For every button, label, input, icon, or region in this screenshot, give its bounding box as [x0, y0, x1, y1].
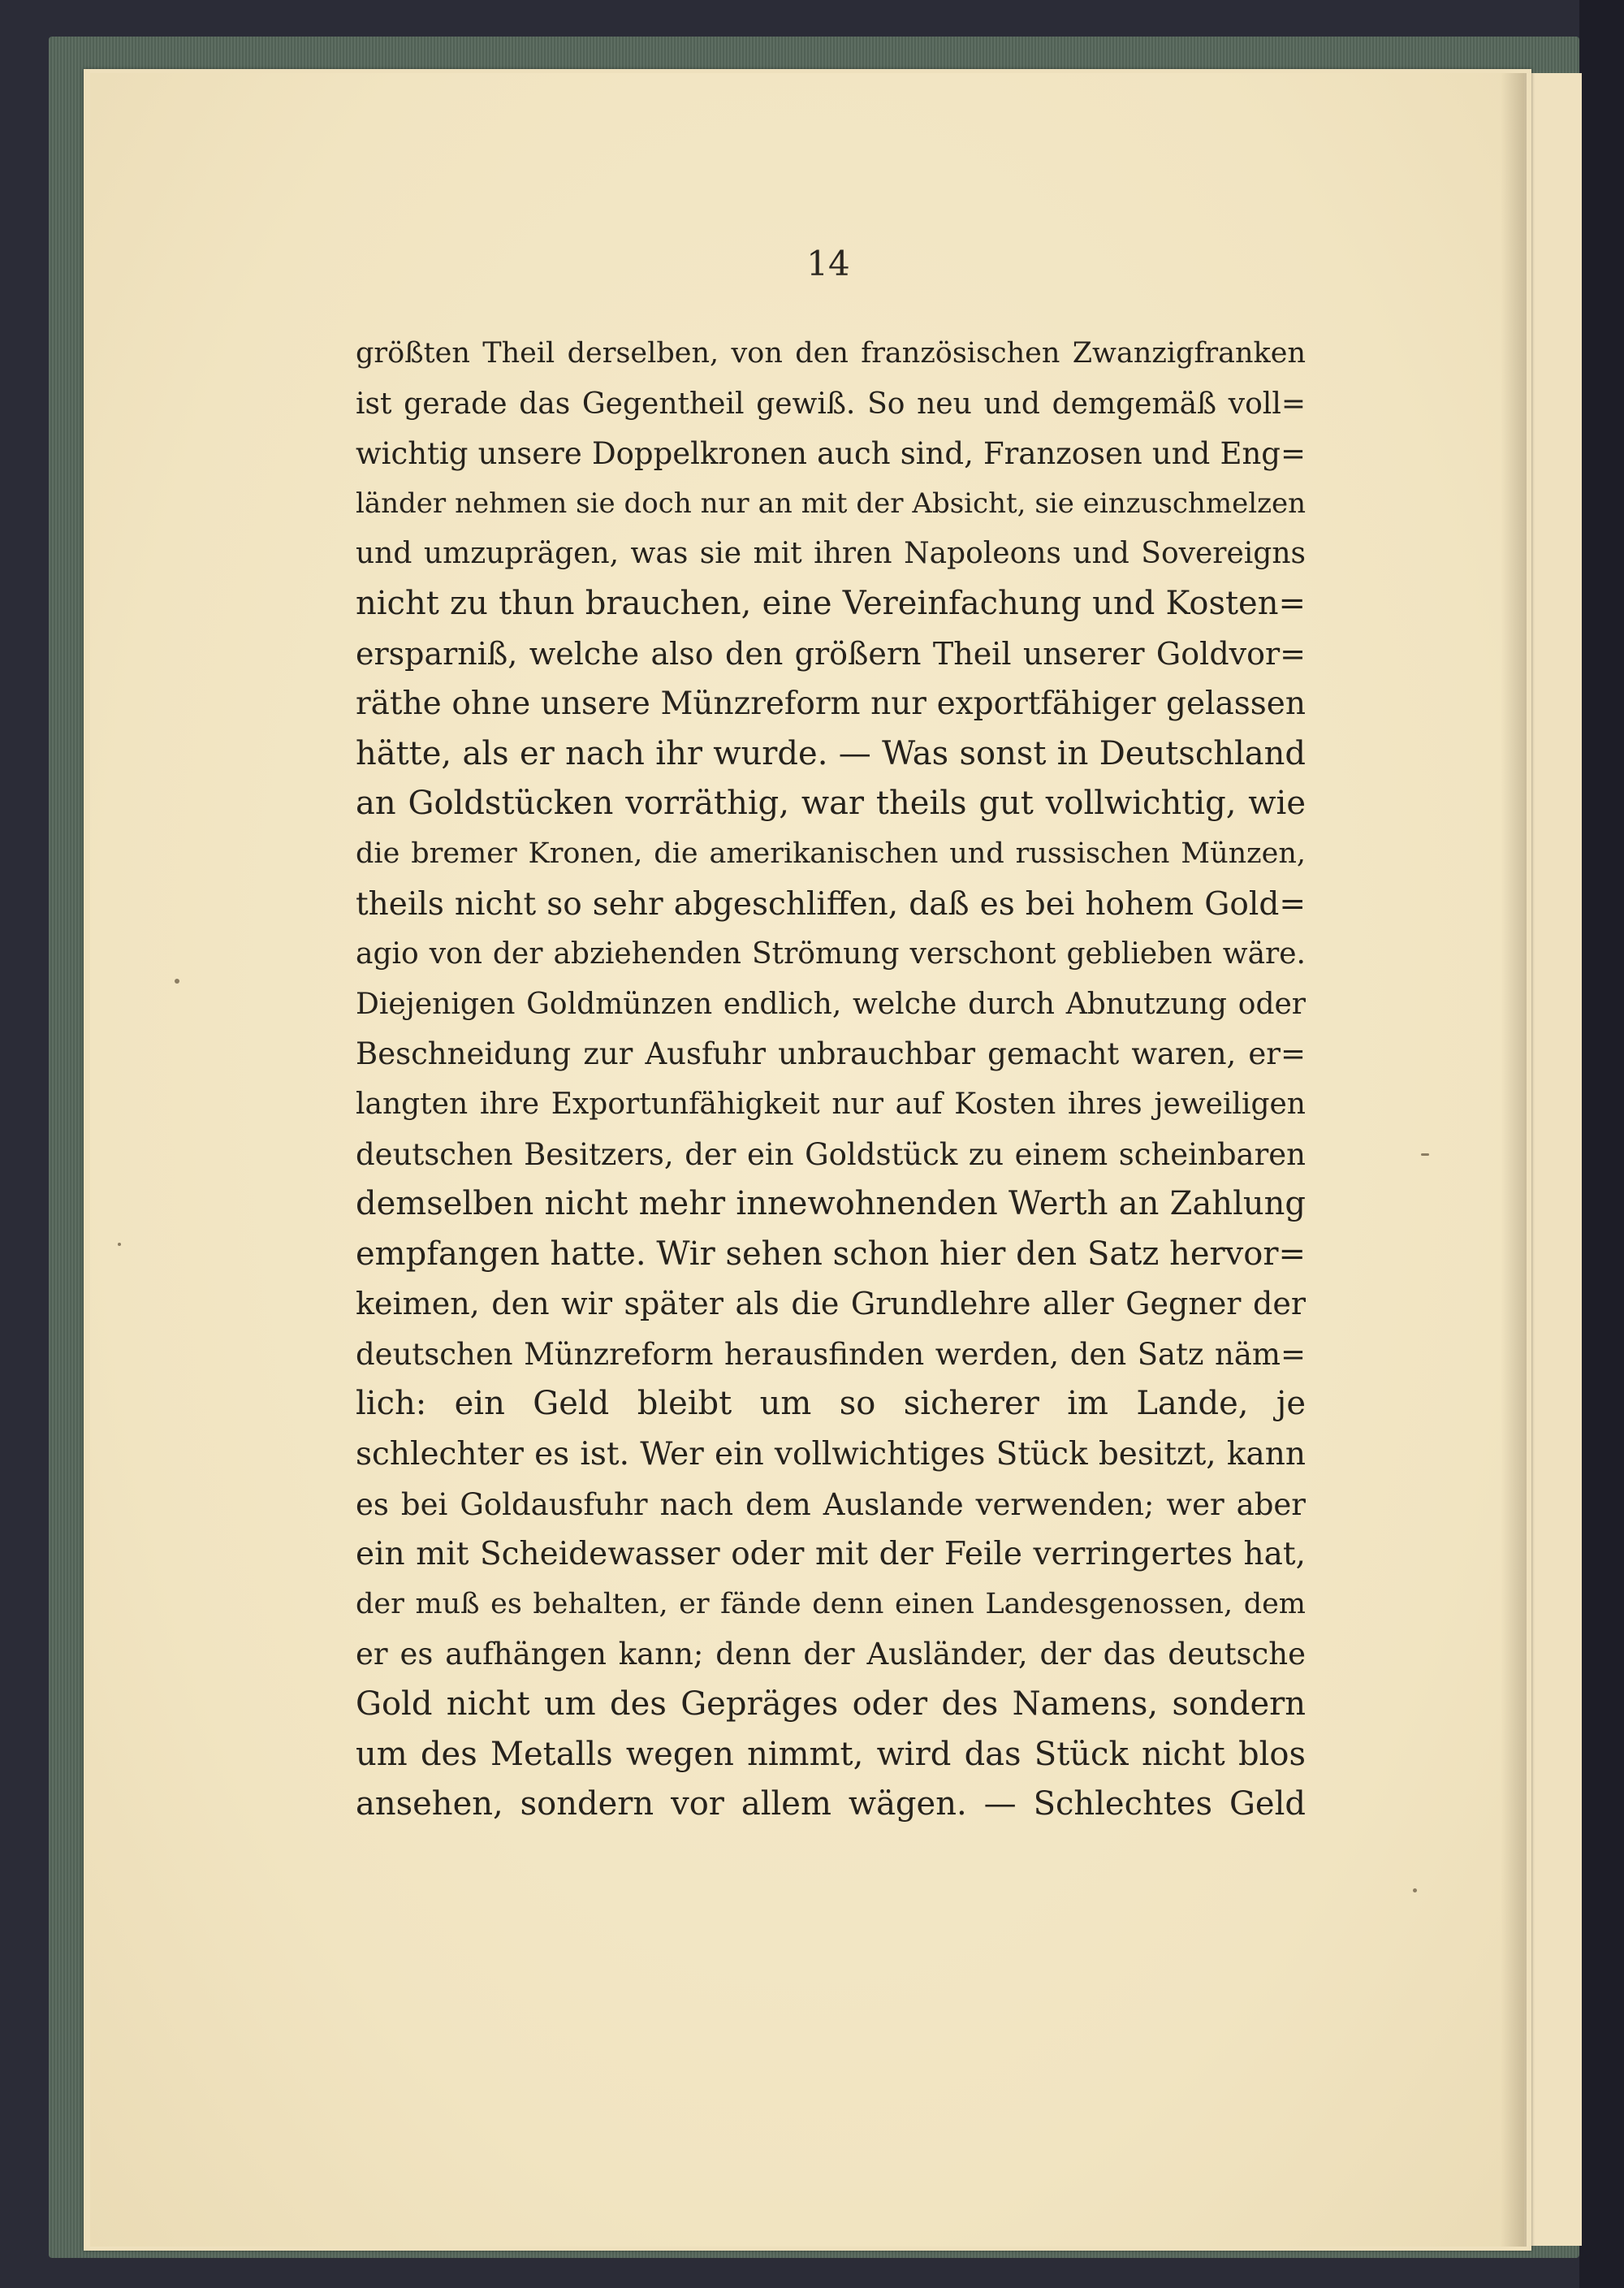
paper-speck — [118, 1243, 121, 1246]
text-line: räthe ohne unsere Münzreform nur exportfähiger gelassen — [356, 686, 1306, 723]
page-gutter-shadow — [1501, 73, 1527, 2247]
text-line: keimen, den wir später als die Grundlehre aller Gegner der — [356, 1286, 1306, 1322]
text-line: länder nehmen sie doch nur an mit der Absicht, sie einzuschmelzen — [356, 487, 1306, 520]
text-line: schlechter es ist. Wer ein vollwichtiges Stück besitzt, kann — [356, 1436, 1306, 1473]
page-number: 14 — [806, 244, 850, 283]
text-line: deutschen Münzreform herausfinden werden, den Satz näm= — [356, 1336, 1306, 1372]
text-line: langten ihre Exportunfähigkeit nur auf Kosten ihres jeweiligen — [356, 1087, 1306, 1121]
text-line: an Goldstücken vorräthig, war theils gut vollwichtig, wie — [356, 785, 1306, 823]
text-line: es bei Goldausfuhr nach dem Auslande verwenden; wer aber — [356, 1486, 1306, 1522]
text-line: nicht zu thun brauchen, eine Vereinfachung und Kosten= — [356, 584, 1306, 622]
paper-speck — [1421, 1153, 1429, 1156]
text-line: größten Theil derselben, von den französischen Zwanzigfranken — [356, 337, 1306, 370]
text-line: und umzuprägen, was sie mit ihren Napoleons und Sovereigns — [356, 537, 1306, 571]
text-line: deutschen Besitzers, der ein Goldstück zu einem scheinbaren — [356, 1136, 1306, 1172]
facing-page-edge — [1527, 73, 1582, 2246]
text-line: wichtig unsere Doppelkronen auch sind, Franzosen und Eng= — [356, 436, 1306, 472]
body-text — [356, 329, 1306, 1830]
text-line: um des Metalls wegen nimmt, wird das Stück nicht blos — [356, 1735, 1306, 1773]
text-line: hätte, als er nach ihr wurde. — Was sonst in Deutschland — [356, 734, 1306, 772]
text-line: der muß es behalten, er fände denn einen Landesgenossen, dem — [356, 1587, 1306, 1620]
text-line: Diejenigen Goldmünzen endlich, welche durch Abnutzung oder — [356, 987, 1306, 1021]
paper-speck — [175, 979, 179, 984]
text-line: ein mit Scheidewasser oder mit der Feile verringertes hat, — [356, 1536, 1306, 1573]
text-line: empfangen hatte. Wir sehen schon hier den Satz hervor= — [356, 1235, 1306, 1273]
text-line: ansehen, sondern vor allem wägen. — Schlechtes Geld — [356, 1785, 1306, 1823]
paper-speck — [1413, 1888, 1417, 1892]
text-line: demselben nicht mehr innewohnenden Werth an Zahlung — [356, 1185, 1306, 1223]
text-line: agio von der abziehenden Strömung verschont geblieben wäre. — [356, 937, 1306, 971]
background-edge — [1579, 0, 1624, 2288]
text-line: Beschneidung zur Ausfuhr unbrauchbar gemacht waren, er= — [356, 1036, 1306, 1072]
text-line: lich: ein Geld bleibt um so sicherer im Lande, je — [356, 1385, 1306, 1423]
text-line: ersparniß, welche also den größern Theil unserer Goldvor= — [356, 635, 1306, 672]
text-line: Gold nicht um des Gepräges oder des Namens, sondern — [356, 1685, 1306, 1724]
text-line: theils nicht so sehr abgeschliffen, daß es bei hohem Gold= — [356, 885, 1306, 923]
text-line: er es aufhängen kann; denn der Ausländer, der das deutsche — [356, 1637, 1306, 1672]
text-line: ist gerade das Gegentheil gewiß. So neu und demgemäß voll= — [356, 387, 1306, 421]
text-line: die bremer Kronen, die amerikanischen und russischen Münzen, — [356, 837, 1306, 870]
